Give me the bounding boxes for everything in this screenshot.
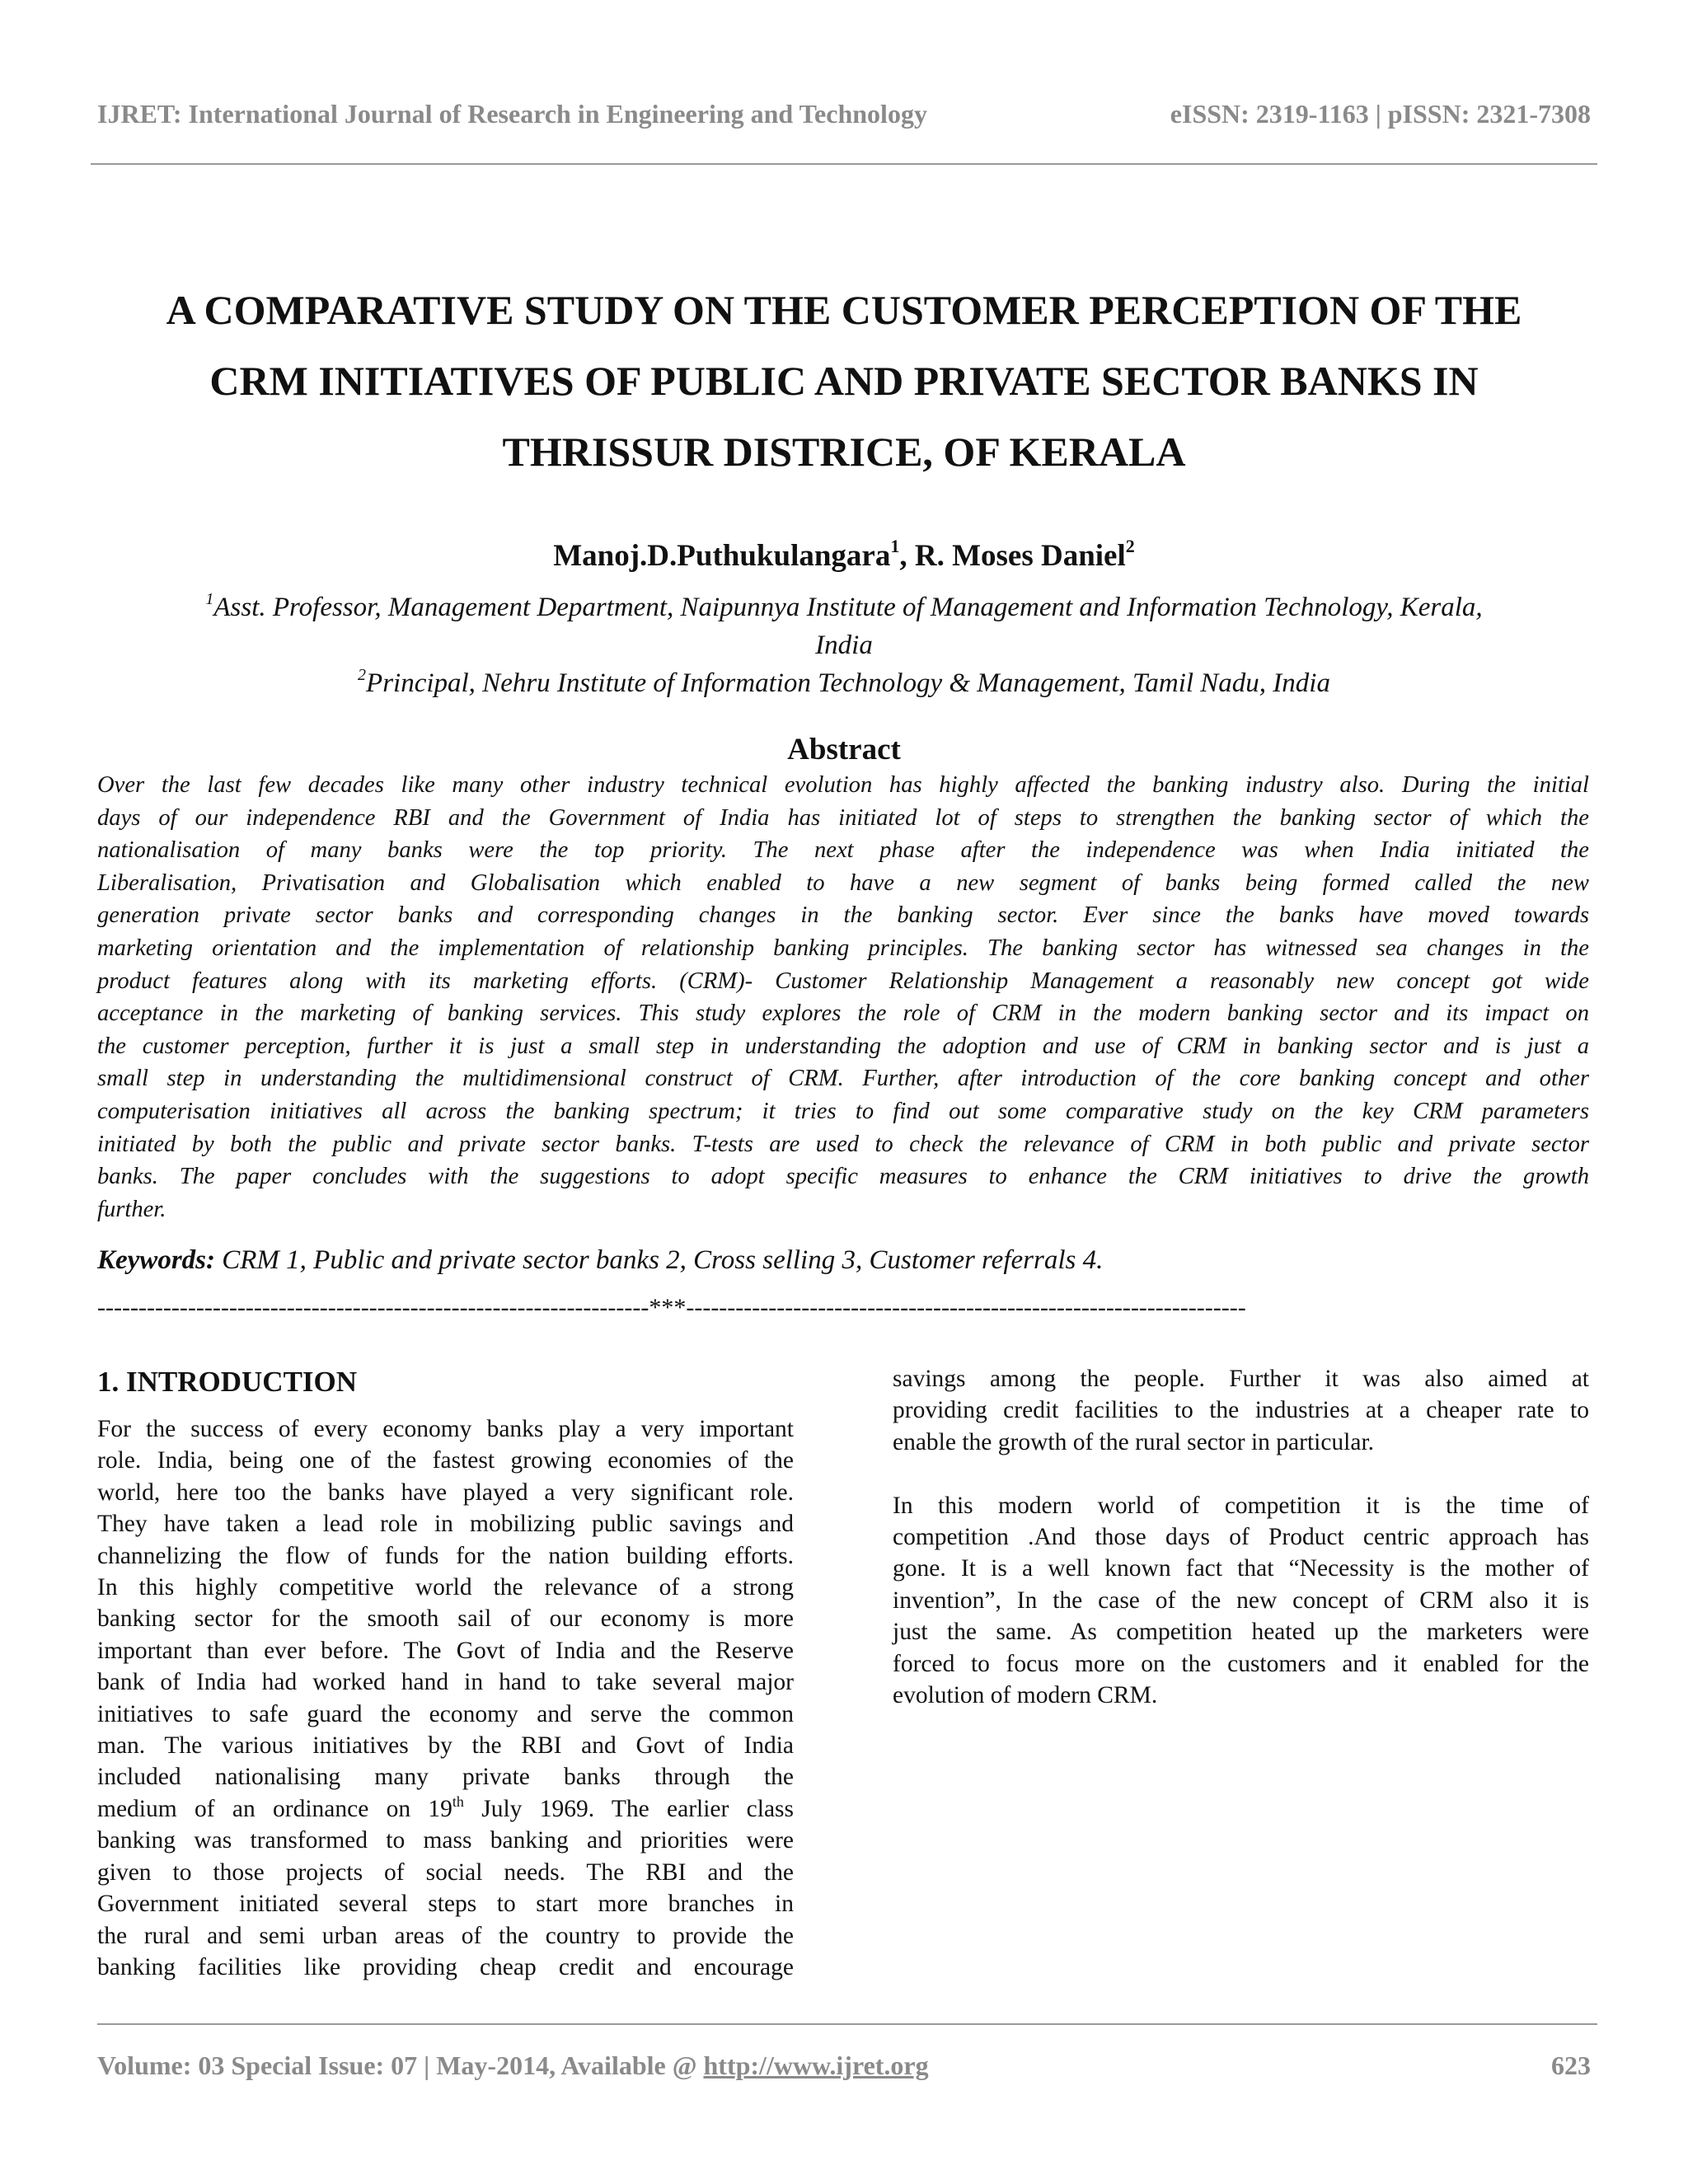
body-line: included nationalising many private banks through the [97, 1764, 794, 1791]
volume-text: Volume: 03 Special Issue: 07 | May-2014, Available @ [97, 2050, 704, 2080]
abstract-heading: Abstract [787, 733, 901, 766]
section-heading: 1. INTRODUCTION [97, 1366, 358, 1398]
abstract-line: nationalisation of many banks were the top priority. The next phase after the independence was when India initiated the [97, 837, 1589, 864]
abstract-line: the customer perception, further it is just a small step in understanding the adoption and use of CRM in banking sector and is just a [97, 1033, 1589, 1059]
author-name: R. Moses Daniel [914, 539, 1126, 573]
authors [91, 537, 1597, 575]
right-column [893, 1363, 1589, 1711]
body-line: banking was transformed to mass banking and priorities were [97, 1827, 794, 1854]
abstract-body [97, 769, 1589, 1226]
abstract-line: small step in understanding the multidimensional construct of CRM. Further, after introduction of the core banking concept and other [97, 1066, 1589, 1092]
title-line: A COMPARATIVE STUDY ON THE CUSTOMER PERCEPTION OF THE [166, 287, 1522, 333]
ordinance-text: July 1969. The earlier class [463, 1795, 794, 1822]
abstract-line: days of our independence RBI and the Government of India has initiated lot of steps to strengthen the banking sector of which the [97, 804, 1589, 831]
affil-text: Principal, Nehru Institute of Information Technology & Management, Tamil Nadu, India [366, 668, 1330, 698]
body-line: gone. It is a well known fact that “Necessity is the mother of [893, 1555, 1589, 1582]
author-separator: , [899, 539, 915, 573]
body-line: given to those projects of social needs. The RBI and the [97, 1858, 794, 1886]
body-line [97, 1793, 794, 1825]
ordinal-suffix: th [452, 1793, 464, 1810]
left-column [97, 1413, 794, 1983]
abstract-line: banks. The paper concludes with the suggestions to adopt specific measures to enhance the CRM initiatives to drive the growth [97, 1164, 1589, 1190]
footer-rule [97, 2023, 1597, 2025]
author-affil-mark: 1 [890, 536, 900, 556]
title-line: THRISSUR DISTRICE, OF KERALA [502, 429, 1186, 475]
affil-mark: 2 [358, 666, 367, 684]
abstract-line: computerisation initiatives all across the banking spectrum; it tries to find out some comparative study on the key CRM parameters [97, 1098, 1589, 1124]
body-line: enable the growth of the rural sector in particular. [893, 1428, 1375, 1455]
body-line: competition .And those days of Product centric approach has [893, 1524, 1589, 1551]
keywords-label: Keywords: [97, 1245, 215, 1275]
ordinance-text: medium of an ordinance on 19 [97, 1795, 452, 1822]
author-name: Manoj.D.Puthukulangara [553, 539, 891, 573]
body-line: evolution of modern CRM. [893, 1682, 1158, 1709]
journal-name: IJRET: International Journal of Research in Engineering and Technology [97, 99, 927, 129]
body-line: Government initiated several steps to start more branches in [97, 1891, 794, 1918]
affiliation-2 [91, 666, 1597, 701]
abstract-line: Liberalisation, Privatisation and Globalisation which enabled to have a new segment of banks being formed called the new [97, 869, 1589, 896]
keywords-text: CRM 1, Public and private sector banks 2, Cross selling 3, Customer referrals 4. [215, 1245, 1104, 1275]
header-rule [91, 163, 1597, 165]
abstract-line: acceptance in the marketing of banking services. This study explores the role of CRM in the modern banking sector and its impact on [97, 1001, 1589, 1027]
section-divider: -------------------------------------------------------------------***-------------------------------------------------------------------- [97, 1294, 1246, 1321]
body-line: savings among the people. Further it was also aimed at [893, 1366, 1589, 1392]
body-line: bank of India had worked hand in hand to take several major [97, 1669, 794, 1696]
body-line: In this highly competitive world the relevance of a strong [97, 1574, 794, 1601]
affil-text: Asst. Professor, Management Department, Naipunnya Institute of Management and Information Technology, Kerala, [213, 593, 1483, 622]
body-line: important than ever before. The Govt of India and the Reserve [97, 1637, 794, 1664]
page-number: 623 [1551, 2050, 1591, 2080]
body-line: channelizing the flow of funds for the nation building efforts. [97, 1542, 794, 1569]
body-line: providing credit facilities to the industries at a cheaper rate to [893, 1397, 1589, 1424]
body-line: role. India, being one of the fastest growing economies of the [97, 1447, 794, 1474]
body-line: For the success of every economy banks play a very important [97, 1416, 794, 1442]
body-line: initiatives to safe guard the economy and serve the common [97, 1700, 794, 1727]
abstract-line: product features along with its marketing efforts. (CRM)- Customer Relationship Management a reasonably new concept got wide [97, 968, 1589, 994]
body-line: They have taken a lead role in mobilizing public savings and [97, 1511, 794, 1538]
body-line: banking sector for the smooth sail of our economy is more [97, 1605, 794, 1633]
affil-text: India [815, 630, 873, 660]
paragraph-gap [893, 1458, 1589, 1489]
author-affil-mark: 2 [1125, 536, 1135, 556]
body-line: invention”, In the case of the new concept of CRM also it is [893, 1586, 1589, 1614]
footer-volume [97, 2050, 929, 2081]
body-line: banking facilities like providing cheap credit and encourage [97, 1953, 794, 1980]
issn: eISSN: 2319-1163 | pISSN: 2321-7308 [1170, 99, 1591, 129]
abstract-line: generation private sector banks and corresponding changes in the banking sector. Ever since the banks have moved towards [97, 902, 1589, 929]
abstract-line: marketing orientation and the implementation of relationship banking principles. The banking sector has witnessed sea changes in the [97, 935, 1589, 961]
body-line: world, here too the banks have played a very significant role. [97, 1479, 794, 1506]
affiliation-1 [91, 590, 1597, 625]
body-line: just the same. As competition heated up the marketers were [893, 1619, 1589, 1646]
body-line: forced to focus more on the customers and it enabled for the [893, 1650, 1589, 1677]
journal-link[interactable]: http://www.ijret.org [703, 2050, 929, 2080]
affiliation-1-cont [91, 628, 1597, 663]
body-line: In this modern world of competition it is the time of [893, 1492, 1589, 1519]
body-line: the rural and semi urban areas of the country to provide the [97, 1922, 794, 1949]
paper-title [91, 274, 1597, 487]
affil-mark: 1 [205, 590, 214, 608]
title-line: CRM INITIATIVES OF PUBLIC AND PRIVATE SECTOR BANKS IN [209, 358, 1479, 404]
abstract-line: further. [97, 1196, 166, 1222]
abstract-line: Over the last few decades like many other industry technical evolution has highly affected the banking industry also. During the initial [97, 772, 1589, 798]
abstract-line: initiated by both the public and private sector banks. T-tests are used to check the relevance of CRM in both public and private sector [97, 1131, 1589, 1157]
body-line: man. The various initiatives by the RBI and Govt of India [97, 1732, 794, 1760]
keywords [97, 1243, 1103, 1277]
